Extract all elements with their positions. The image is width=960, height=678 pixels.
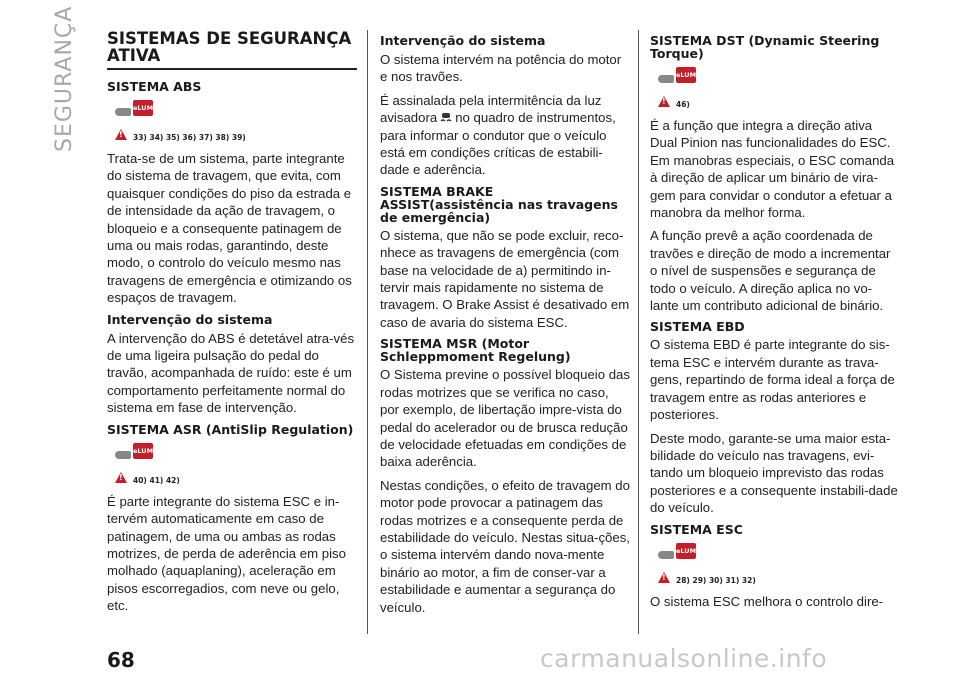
dst-paragraph-2: A função prevê a ação coordenada de travões e direção de modo a incrementar o nível de suspensões e segurança de todo o veículo. A direção aplica no vo-lante um contributo adicional de binário. [650, 228, 891, 314]
elum-badge: eLUM [676, 543, 696, 559]
abs-paragraph-2: A intervenção do ABS é detetável atra-vés de uma ligeira pulsação do pedal do travão, acompanhada de ruído: este é um comportamento perfeitamente normal do sistema em fase de intervenção. [107, 330, 355, 416]
elum-link[interactable] [115, 97, 357, 119]
page-title: SISTEMAS DE SEGURANÇA ATIVA [107, 30, 357, 70]
column-3 [650, 30, 900, 616]
warning-refs [658, 570, 900, 585]
section-side-label [52, 5, 82, 152]
elum-badge: eLUM [133, 443, 153, 459]
skid-car-icon [439, 112, 453, 124]
asr-intervention-subheading: Intervenção do sistema [380, 33, 546, 48]
msr-paragraph-1: O Sistema previne o possível bloqueio das rodas motrizes que se verifica no caso, por exemplo, de libertação impre-vista do pedal do acelerador ou de brusca redução de velocidade efetuadas em condições de baixa aderência. [380, 367, 630, 470]
warning-triangle-icon [658, 96, 670, 107]
watermark: carmanualsonline.info [540, 644, 828, 673]
page-number: 68 [107, 648, 135, 672]
pointing-hand-icon [115, 451, 131, 459]
ebd-heading: SISTEMA EBD [650, 319, 745, 335]
warning-ref-numbers: 40) 41) 42) [133, 475, 180, 485]
column-1 [107, 30, 357, 621]
warning-ref-numbers: 28) 29) 30) 31) 32) [676, 575, 756, 585]
ebd-paragraph-1: O sistema EBD é parte integrante do sis-tema ESC e intervém durante as trava-gens, repartindo de forma ideal a força de travagem entre as rodas anteriores e posteriores. [650, 337, 895, 423]
pointing-hand-icon [115, 108, 131, 116]
elum-badge: eLUM [133, 100, 153, 116]
column-2 [380, 30, 630, 622]
warning-triangle-icon [115, 472, 127, 483]
dst-heading: SISTEMA DST (Dynamic Steering Torque) [650, 33, 880, 61]
dst-paragraph-1: É a função que integra a direção ativa Dual Pinion nas funcionalidades do ESC. Em manobras especiais, o ESC comanda à direção de aplicar um binário de vira-gem para convidar o condutor a efetuar a manobra da melhor forma. [650, 118, 895, 221]
elum-link[interactable] [115, 440, 357, 462]
warning-triangle-icon [658, 572, 670, 583]
abs-paragraph-1: Trata-se de um sistema, parte integrante do sistema de travagem, que evita, com quaisquer condições do piso da estrada e de intensidade da ação de travagem, o bloqueio e a consequente patinagem de uma ou mais rodas, garantindo, deste modo, o controlo do veículo mesmo nas travagens de emergência e otimizando os espaços de travagem. [107, 151, 352, 306]
elum-link[interactable] [658, 64, 900, 86]
msr-heading: SISTEMA MSR (Motor Schleppmoment Regelung) [380, 336, 571, 365]
ebd-paragraph-2: Deste modo, garante-se uma maior esta-bilidade do veículo nas travagens, evi-tando um bloqueio imprevisto das rodas posteriores e a consequente instabili-dade do veículo. [650, 430, 898, 516]
asr-paragraph-1: É parte integrante do sistema ESC e in-tervém automaticamente em caso de patinagem, de uma ou ambas as rodas motrizes, de perda de aderência em piso molhado (aquaplaning), aceleração em pisos escorregadios, com neve ou gelo, etc. [107, 493, 346, 614]
warning-refs [658, 94, 900, 109]
esc-heading: SISTEMA ESC [650, 521, 743, 537]
pointing-hand-icon [658, 75, 674, 83]
brake-assist-paragraph: O sistema, que não se pode excluir, reco-nhece as travagens de emergência (com base na velocidade de a) permitindo in-tervir mais rapidamente no sistema de travagem. O Brake Assist é desativado em caso de avaria do sistema ESC. [380, 227, 630, 330]
warning-ref-numbers: 46) [676, 100, 690, 109]
brake-assist-heading: SISTEMA BRAKE ASSIST(assistência nas travagens de emergência) [380, 183, 618, 225]
intervention-paragraph-2 [380, 92, 630, 179]
warning-triangle-icon [115, 129, 127, 140]
warning-refs [115, 127, 357, 142]
pointing-hand-icon [658, 551, 674, 559]
esc-paragraph-1: O sistema ESC melhora o controlo dire- [650, 593, 884, 609]
warning-refs [115, 470, 357, 485]
intervention-paragraph-2b: no quadro de instrumentos, para informar o condutor que o veículo está em condições críticas de estabili-dade e aderência. [380, 110, 616, 178]
intervention-paragraph-2a: É assinalada pela intermitência da luz avisadora [380, 92, 602, 126]
msr-paragraph-2: Nestas condições, o efeito de travagem do motor pode provocar a patinagem das rodas motrizes e a consequente perda de estabilidade do veículo. Nestas situa-ções, o sistema intervém dando nova-mente binário ao motor, a fim de conser-var a estabilidade e aumentar a segurança do veículo. [380, 477, 630, 615]
intervention-paragraph-1: O sistema intervém na potência do motor e nos travões. [380, 52, 622, 85]
asr-heading: SISTEMA ASR (AntiSlip Regulation) [107, 421, 354, 437]
warning-ref-numbers: 33) 34) 35) 36) 37) 38) 39) [133, 133, 246, 142]
abs-heading: SISTEMA ABS [107, 79, 202, 94]
elum-link[interactable] [658, 540, 900, 562]
abs-subheading: Intervenção do sistema [107, 311, 273, 327]
column-divider [638, 30, 639, 634]
side-label-text: SEGURANÇA [52, 5, 77, 152]
column-divider [367, 30, 368, 634]
elum-badge: eLUM [676, 67, 696, 83]
